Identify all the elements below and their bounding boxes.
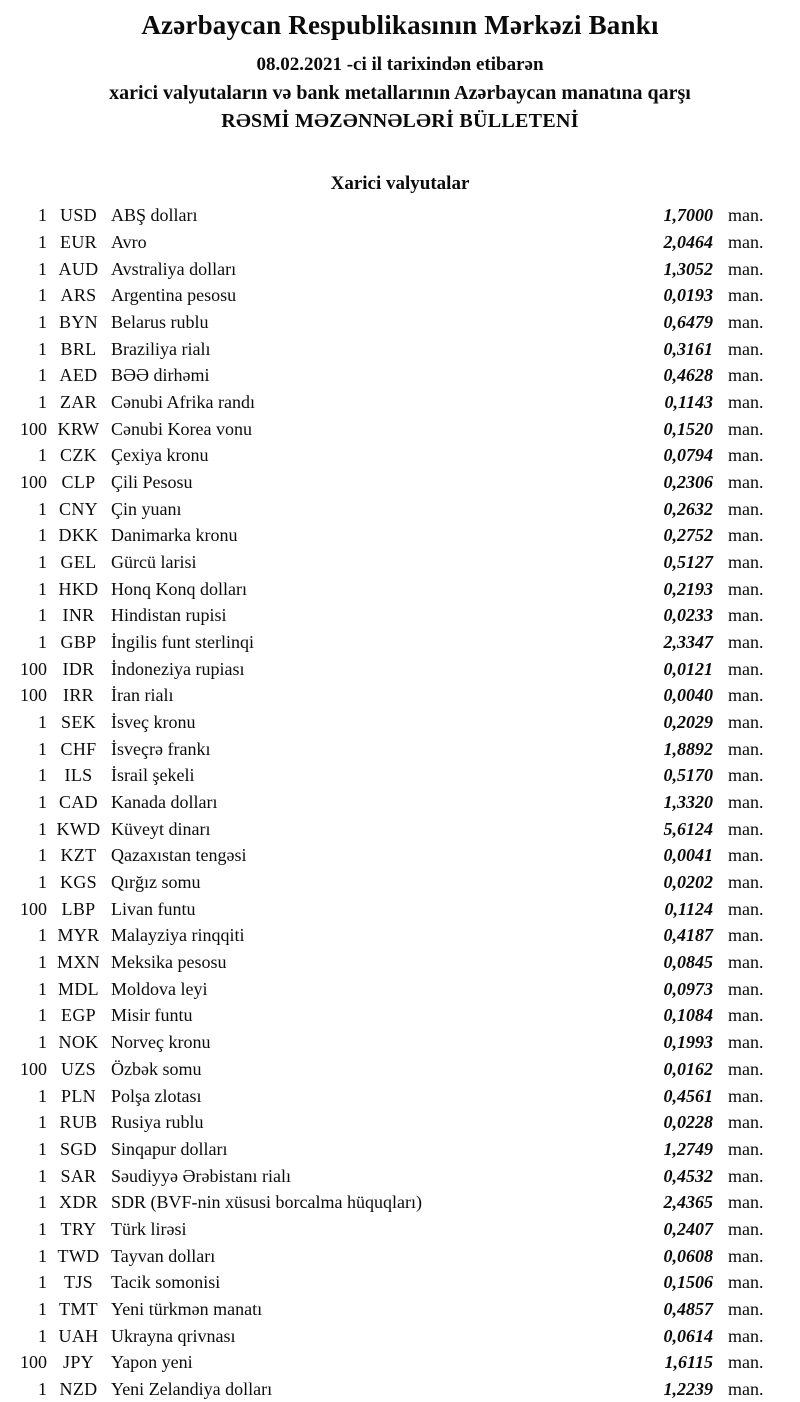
rate-value-cell: 0,3161 bbox=[663, 338, 713, 359]
rate-row bbox=[0, 309, 800, 336]
rate-row bbox=[0, 789, 800, 816]
rate-value-cell: 0,0040 bbox=[663, 685, 713, 706]
rate-value-cell: 0,2306 bbox=[663, 472, 713, 493]
currency-code-cell: CZK bbox=[60, 445, 97, 466]
currency-code-cell: GEL bbox=[60, 552, 97, 573]
rate-row bbox=[0, 1162, 800, 1189]
currency-name-cell: Səudiyyə Ərəbistanı rialı bbox=[111, 1165, 291, 1186]
currency-code-cell: TJS bbox=[64, 1272, 93, 1293]
rate-value-cell: 0,0041 bbox=[663, 845, 713, 866]
rate-row bbox=[0, 362, 800, 389]
quantity-cell: 1 bbox=[38, 1005, 47, 1026]
rate-row bbox=[0, 1376, 800, 1402]
rate-row bbox=[0, 1216, 800, 1243]
rate-value-cell: 0,0121 bbox=[663, 658, 713, 679]
currency-name-cell: Honq Konq dolları bbox=[111, 578, 247, 599]
bank-title: Azərbaycan Respublikasının Mərkəzi Bankı bbox=[141, 10, 659, 40]
quantity-cell: 1 bbox=[38, 1032, 47, 1053]
currency-name-cell: Avstraliya dolları bbox=[111, 258, 237, 279]
rate-value-cell: 1,7000 bbox=[663, 205, 713, 226]
rate-row bbox=[0, 1296, 800, 1323]
currency-name-cell: Çexiya kronu bbox=[111, 445, 209, 466]
quantity-cell: 1 bbox=[38, 338, 47, 359]
rate-value-cell: 1,3320 bbox=[663, 792, 713, 813]
currency-name-cell: Avro bbox=[111, 232, 147, 252]
currency-name-cell: Polşa zlotası bbox=[111, 1085, 202, 1106]
quantity-cell: 1 bbox=[38, 1192, 47, 1213]
rate-row bbox=[0, 442, 800, 469]
quantity-cell: 1 bbox=[38, 1245, 47, 1266]
currency-name-cell: Meksika pesosu bbox=[111, 952, 227, 973]
currency-name-cell: Argentina pesosu bbox=[111, 285, 237, 306]
currency-code-cell: CLP bbox=[61, 472, 96, 493]
currency-code-cell: KGS bbox=[60, 872, 97, 893]
currency-name-cell: İsveç kronu bbox=[111, 712, 196, 733]
unit-cell: man. bbox=[728, 1112, 764, 1133]
rate-value-cell: 0,0202 bbox=[663, 872, 713, 893]
rate-value-cell: 0,5127 bbox=[663, 552, 713, 573]
currency-name-cell: Hindistan rupisi bbox=[111, 605, 227, 626]
currency-name-cell: Misir funtu bbox=[111, 1005, 193, 1026]
rate-value-cell: 0,1993 bbox=[663, 1032, 713, 1053]
unit-cell: man. bbox=[728, 738, 764, 759]
quantity-cell: 1 bbox=[38, 205, 47, 226]
quantity-cell: 100 bbox=[20, 1352, 47, 1373]
rate-row bbox=[0, 335, 800, 362]
rate-row bbox=[0, 655, 800, 682]
rate-row bbox=[0, 895, 800, 922]
unit-cell: man. bbox=[728, 765, 764, 786]
quantity-cell: 1 bbox=[38, 578, 47, 599]
quantity-cell: 1 bbox=[38, 1138, 47, 1159]
unit-cell: man. bbox=[728, 1352, 764, 1373]
rate-value-cell: 0,0973 bbox=[663, 978, 713, 999]
unit-cell: man. bbox=[728, 525, 764, 546]
currency-code-cell: UAH bbox=[58, 1325, 99, 1346]
rate-value-cell: 0,0233 bbox=[663, 605, 713, 626]
currency-code-cell: NZD bbox=[59, 1378, 98, 1399]
unit-cell: man. bbox=[728, 1245, 764, 1266]
rate-row bbox=[0, 575, 800, 602]
currency-code-cell: SAR bbox=[60, 1165, 97, 1186]
quantity-cell: 1 bbox=[38, 1378, 47, 1399]
unit-cell: man. bbox=[728, 658, 764, 679]
currency-code-cell: TRY bbox=[60, 1218, 97, 1239]
currency-code-cell: PLN bbox=[61, 1085, 96, 1106]
currency-code-cell: EUR bbox=[60, 232, 97, 252]
quantity-cell: 1 bbox=[38, 952, 47, 973]
currency-code-cell: NOK bbox=[58, 1032, 99, 1053]
currency-name-cell: Cənubi Afrika randı bbox=[111, 392, 255, 413]
quantity-cell: 1 bbox=[38, 1218, 47, 1239]
rate-value-cell: 1,3052 bbox=[663, 258, 713, 279]
currency-name-cell: İsrail şekeli bbox=[111, 765, 195, 786]
unit-cell: man. bbox=[728, 632, 764, 653]
currency-code-cell: USD bbox=[60, 205, 97, 226]
currency-name-cell: Türk lirəsi bbox=[111, 1218, 187, 1239]
currency-name-cell: Kanada dolları bbox=[111, 792, 218, 813]
rate-value-cell: 0,4532 bbox=[663, 1165, 713, 1186]
currency-name-cell: Qırğız somu bbox=[111, 872, 201, 893]
currency-code-cell: UZS bbox=[61, 1058, 96, 1079]
quantity-cell: 1 bbox=[38, 525, 47, 546]
rate-value-cell: 0,2752 bbox=[663, 525, 713, 546]
quantity-cell: 1 bbox=[38, 232, 47, 252]
unit-cell: man. bbox=[728, 445, 764, 466]
currency-name-cell: Danimarka kronu bbox=[111, 525, 238, 546]
currency-code-cell: EGP bbox=[61, 1005, 96, 1026]
unit-cell: man. bbox=[728, 552, 764, 573]
currency-code-cell: HKD bbox=[58, 578, 99, 599]
currency-code-cell: GBP bbox=[60, 632, 97, 653]
currency-name-cell: Çin yuanı bbox=[111, 498, 182, 519]
rate-row bbox=[0, 949, 800, 976]
currency-name-cell: Braziliya rialı bbox=[111, 338, 211, 359]
currency-name-cell: İndoneziya rupiası bbox=[111, 658, 245, 679]
currency-name-cell: Malayziya rinqqiti bbox=[111, 925, 245, 946]
currency-code-cell: CHF bbox=[60, 738, 97, 759]
rates-table bbox=[0, 202, 800, 1402]
rate-value-cell: 0,2407 bbox=[663, 1218, 713, 1239]
currency-name-cell: ABŞ dolları bbox=[111, 205, 198, 226]
quantity-cell: 1 bbox=[38, 285, 47, 306]
rate-row bbox=[0, 1082, 800, 1109]
unit-cell: man. bbox=[728, 685, 764, 706]
effective-date-line: 08.02.2021 -ci il tarixindən etibarən bbox=[256, 54, 544, 75]
quantity-cell: 1 bbox=[38, 978, 47, 999]
rate-row bbox=[0, 549, 800, 576]
rate-value-cell: 0,1520 bbox=[663, 418, 713, 439]
rate-value-cell: 0,0162 bbox=[663, 1058, 713, 1079]
unit-cell: man. bbox=[728, 1325, 764, 1346]
rate-value-cell: 2,3347 bbox=[663, 632, 713, 653]
rate-row bbox=[0, 469, 800, 496]
unit-cell: man. bbox=[728, 712, 764, 733]
quantity-cell: 1 bbox=[38, 365, 47, 386]
rate-row bbox=[0, 842, 800, 869]
rate-value-cell: 0,2029 bbox=[663, 712, 713, 733]
rate-row bbox=[0, 282, 800, 309]
currency-code-cell: CNY bbox=[59, 498, 98, 519]
subtitle-line: xarici valyutaların və bank metallarının Azərbaycan manatına qarşı bbox=[109, 82, 691, 104]
rate-row bbox=[0, 389, 800, 416]
unit-cell: man. bbox=[728, 285, 764, 306]
currency-code-cell: TMT bbox=[59, 1298, 98, 1319]
quantity-cell: 1 bbox=[38, 712, 47, 733]
rate-value-cell: 0,1124 bbox=[664, 898, 713, 919]
rate-value-cell: 1,8892 bbox=[663, 738, 713, 759]
quantity-cell: 100 bbox=[20, 472, 47, 493]
quantity-cell: 1 bbox=[38, 552, 47, 573]
rate-value-cell: 0,0228 bbox=[663, 1112, 713, 1133]
currency-name-cell: Qazaxıstan tengəsi bbox=[111, 845, 247, 866]
rate-value-cell: 2,4365 bbox=[663, 1192, 713, 1213]
rate-row bbox=[0, 815, 800, 842]
rate-value-cell: 0,0614 bbox=[663, 1325, 713, 1346]
quantity-cell: 1 bbox=[38, 1165, 47, 1186]
rate-row bbox=[0, 522, 800, 549]
currency-name-cell: Norveç kronu bbox=[111, 1032, 211, 1053]
unit-cell: man. bbox=[728, 1058, 764, 1079]
currency-name-cell: İran rialı bbox=[111, 685, 174, 706]
currency-code-cell: RUB bbox=[59, 1112, 98, 1133]
unit-cell: man. bbox=[728, 1085, 764, 1106]
currency-code-cell: KZT bbox=[60, 845, 97, 866]
quantity-cell: 100 bbox=[20, 1058, 47, 1079]
currency-code-cell: MDL bbox=[58, 978, 99, 999]
quantity-cell: 100 bbox=[20, 685, 47, 706]
quantity-cell: 1 bbox=[38, 765, 47, 786]
currency-name-cell: Tacik somonisi bbox=[111, 1272, 221, 1293]
unit-cell: man. bbox=[728, 925, 764, 946]
quantity-cell: 1 bbox=[38, 872, 47, 893]
currency-code-cell: JPY bbox=[63, 1352, 94, 1373]
rate-value-cell: 0,1506 bbox=[663, 1272, 713, 1293]
currency-code-cell: SGD bbox=[60, 1138, 97, 1159]
unit-cell: man. bbox=[728, 872, 764, 893]
currency-name-cell: Cənubi Korea vonu bbox=[111, 418, 252, 439]
quantity-cell: 1 bbox=[38, 498, 47, 519]
rate-value-cell: 0,0608 bbox=[663, 1245, 713, 1266]
currency-name-cell: Livan funtu bbox=[111, 898, 196, 919]
currency-code-cell: ZAR bbox=[60, 392, 97, 413]
rate-row bbox=[0, 1189, 800, 1216]
rate-row bbox=[0, 602, 800, 629]
rate-row bbox=[0, 709, 800, 736]
rate-row bbox=[0, 869, 800, 896]
currency-name-cell: Rusiya rublu bbox=[111, 1112, 204, 1133]
rate-value-cell: 0,2632 bbox=[663, 498, 713, 519]
currency-name-cell: Tayvan dolları bbox=[111, 1245, 216, 1266]
rate-row bbox=[0, 1109, 800, 1136]
rate-row bbox=[0, 229, 800, 256]
currency-code-cell: MYR bbox=[57, 925, 100, 946]
unit-cell: man. bbox=[728, 898, 764, 919]
currency-code-cell: INR bbox=[62, 605, 95, 626]
rate-row bbox=[0, 255, 800, 282]
unit-cell: man. bbox=[728, 392, 764, 413]
unit-cell: man. bbox=[728, 338, 764, 359]
quantity-cell: 100 bbox=[20, 658, 47, 679]
unit-cell: man. bbox=[728, 1218, 764, 1239]
quantity-cell: 1 bbox=[38, 258, 47, 279]
quantity-cell: 1 bbox=[38, 1325, 47, 1346]
currency-name-cell: İngilis funt sterlinqi bbox=[111, 632, 254, 653]
unit-cell: man. bbox=[728, 1032, 764, 1053]
currency-code-cell: ILS bbox=[64, 765, 93, 786]
currency-code-cell: CAD bbox=[59, 792, 98, 813]
currency-name-cell: BƏƏ dirhəmi bbox=[111, 365, 210, 386]
currency-name-cell: Gürcü larisi bbox=[111, 552, 197, 573]
quantity-cell: 100 bbox=[20, 898, 47, 919]
rate-row bbox=[0, 1269, 800, 1296]
currency-code-cell: BYN bbox=[59, 312, 98, 333]
currency-code-cell: ARS bbox=[60, 285, 97, 306]
rate-value-cell: 0,4857 bbox=[663, 1298, 713, 1319]
quantity-cell: 1 bbox=[38, 1112, 47, 1133]
unit-cell: man. bbox=[728, 1138, 764, 1159]
quantity-cell: 1 bbox=[38, 925, 47, 946]
currency-name-cell: Moldova leyi bbox=[111, 978, 208, 999]
rate-value-cell: 0,0845 bbox=[663, 952, 713, 973]
rate-row bbox=[0, 922, 800, 949]
currency-code-cell: DKK bbox=[58, 525, 99, 546]
currency-name-cell: Yeni türkmən manatı bbox=[111, 1298, 263, 1319]
unit-cell: man. bbox=[728, 818, 764, 839]
unit-cell: man. bbox=[728, 205, 764, 226]
quantity-cell: 100 bbox=[20, 418, 47, 439]
quantity-cell: 1 bbox=[38, 1085, 47, 1106]
unit-cell: man. bbox=[728, 1378, 764, 1399]
quantity-cell: 1 bbox=[38, 845, 47, 866]
currency-name-cell: Sinqapur dolları bbox=[111, 1138, 228, 1159]
currency-code-cell: LBP bbox=[61, 898, 96, 919]
unit-cell: man. bbox=[728, 1165, 764, 1186]
bulletin-title-line: RƏSMİ MƏZƏNNƏLƏRİ BÜLLETENİ bbox=[221, 110, 579, 132]
currency-name-cell: Belarus rublu bbox=[111, 312, 209, 333]
rate-row bbox=[0, 682, 800, 709]
rate-row bbox=[0, 975, 800, 1002]
currency-code-cell: IDR bbox=[62, 658, 95, 679]
unit-cell: man. bbox=[728, 232, 764, 252]
rate-row bbox=[0, 762, 800, 789]
unit-cell: man. bbox=[728, 978, 764, 999]
unit-cell: man. bbox=[728, 472, 764, 493]
rate-value-cell: 0,4187 bbox=[663, 925, 713, 946]
rate-value-cell: 0,1084 bbox=[663, 1005, 713, 1026]
currency-name-cell: Yeni Zelandiya dolları bbox=[111, 1378, 273, 1399]
currency-name-cell: Çili Pesosu bbox=[111, 472, 193, 493]
rate-value-cell: 1,2239 bbox=[663, 1378, 713, 1399]
rate-value-cell: 0,5170 bbox=[663, 765, 713, 786]
rate-value-cell: 0,6479 bbox=[663, 312, 713, 333]
unit-cell: man. bbox=[728, 365, 764, 386]
unit-cell: man. bbox=[728, 845, 764, 866]
currency-code-cell: KWD bbox=[56, 818, 101, 839]
quantity-cell: 1 bbox=[38, 632, 47, 653]
unit-cell: man. bbox=[728, 1005, 764, 1026]
unit-cell: man. bbox=[728, 952, 764, 973]
currency-code-cell: SEK bbox=[61, 712, 96, 733]
unit-cell: man. bbox=[728, 312, 764, 333]
rate-value-cell: 0,1143 bbox=[664, 392, 713, 413]
rate-row bbox=[0, 1242, 800, 1269]
rate-row bbox=[0, 495, 800, 522]
currency-code-cell: AED bbox=[59, 365, 98, 386]
currency-code-cell: BRL bbox=[60, 338, 97, 359]
rate-value-cell: 0,0193 bbox=[663, 285, 713, 306]
unit-cell: man. bbox=[728, 578, 764, 599]
quantity-cell: 1 bbox=[38, 392, 47, 413]
quantity-cell: 1 bbox=[38, 1298, 47, 1319]
unit-cell: man. bbox=[728, 792, 764, 813]
unit-cell: man. bbox=[728, 1192, 764, 1213]
bulletin-header bbox=[0, 0, 800, 135]
quantity-cell: 1 bbox=[38, 605, 47, 626]
unit-cell: man. bbox=[728, 498, 764, 519]
currency-code-cell: IRR bbox=[63, 685, 94, 706]
rate-value-cell: 0,4628 bbox=[663, 365, 713, 386]
quantity-cell: 1 bbox=[38, 1272, 47, 1293]
rate-row bbox=[0, 1056, 800, 1083]
currency-code-cell: TWD bbox=[57, 1245, 100, 1266]
rate-row bbox=[0, 415, 800, 442]
rate-value-cell: 0,0794 bbox=[663, 445, 713, 466]
rate-value-cell: 1,6115 bbox=[664, 1352, 713, 1373]
unit-cell: man. bbox=[728, 605, 764, 626]
quantity-cell: 1 bbox=[38, 738, 47, 759]
quantity-cell: 1 bbox=[38, 818, 47, 839]
rate-row bbox=[0, 1002, 800, 1029]
quantity-cell: 1 bbox=[38, 792, 47, 813]
rate-value-cell: 1,2749 bbox=[663, 1138, 713, 1159]
rate-value-cell: 2,0464 bbox=[663, 232, 713, 252]
currency-code-cell: XDR bbox=[59, 1192, 98, 1213]
rate-row bbox=[0, 1322, 800, 1349]
rate-row bbox=[0, 1029, 800, 1056]
currency-name-cell: Ukrayna qrivnası bbox=[111, 1325, 236, 1346]
quantity-cell: 1 bbox=[38, 312, 47, 333]
rate-row bbox=[0, 1136, 800, 1163]
currency-code-cell: AUD bbox=[58, 258, 99, 279]
rate-value-cell: 0,2193 bbox=[663, 578, 713, 599]
currency-name-cell: Küveyt dinarı bbox=[111, 818, 211, 839]
currency-name-cell: SDR (BVF-nin xüsusi borcalma hüquqları) bbox=[111, 1192, 422, 1213]
unit-cell: man. bbox=[728, 1298, 764, 1319]
unit-cell: man. bbox=[728, 1272, 764, 1293]
currency-code-cell: KRW bbox=[57, 418, 100, 439]
currency-code-cell: MXN bbox=[57, 952, 100, 973]
rate-row bbox=[0, 1349, 800, 1376]
currency-name-cell: Özbək somu bbox=[111, 1058, 202, 1079]
currency-name-cell: İsveçrə frankı bbox=[111, 738, 211, 759]
quantity-cell: 1 bbox=[38, 445, 47, 466]
unit-cell: man. bbox=[728, 418, 764, 439]
currency-name-cell: Yapon yeni bbox=[111, 1352, 193, 1373]
rate-row bbox=[0, 735, 800, 762]
rate-row bbox=[0, 202, 800, 229]
unit-cell: man. bbox=[728, 258, 764, 279]
rate-value-cell: 5,6124 bbox=[663, 818, 713, 839]
rate-value-cell: 0,4561 bbox=[663, 1085, 713, 1106]
rate-row bbox=[0, 629, 800, 656]
section-title: Xarici valyutalar bbox=[330, 173, 470, 194]
